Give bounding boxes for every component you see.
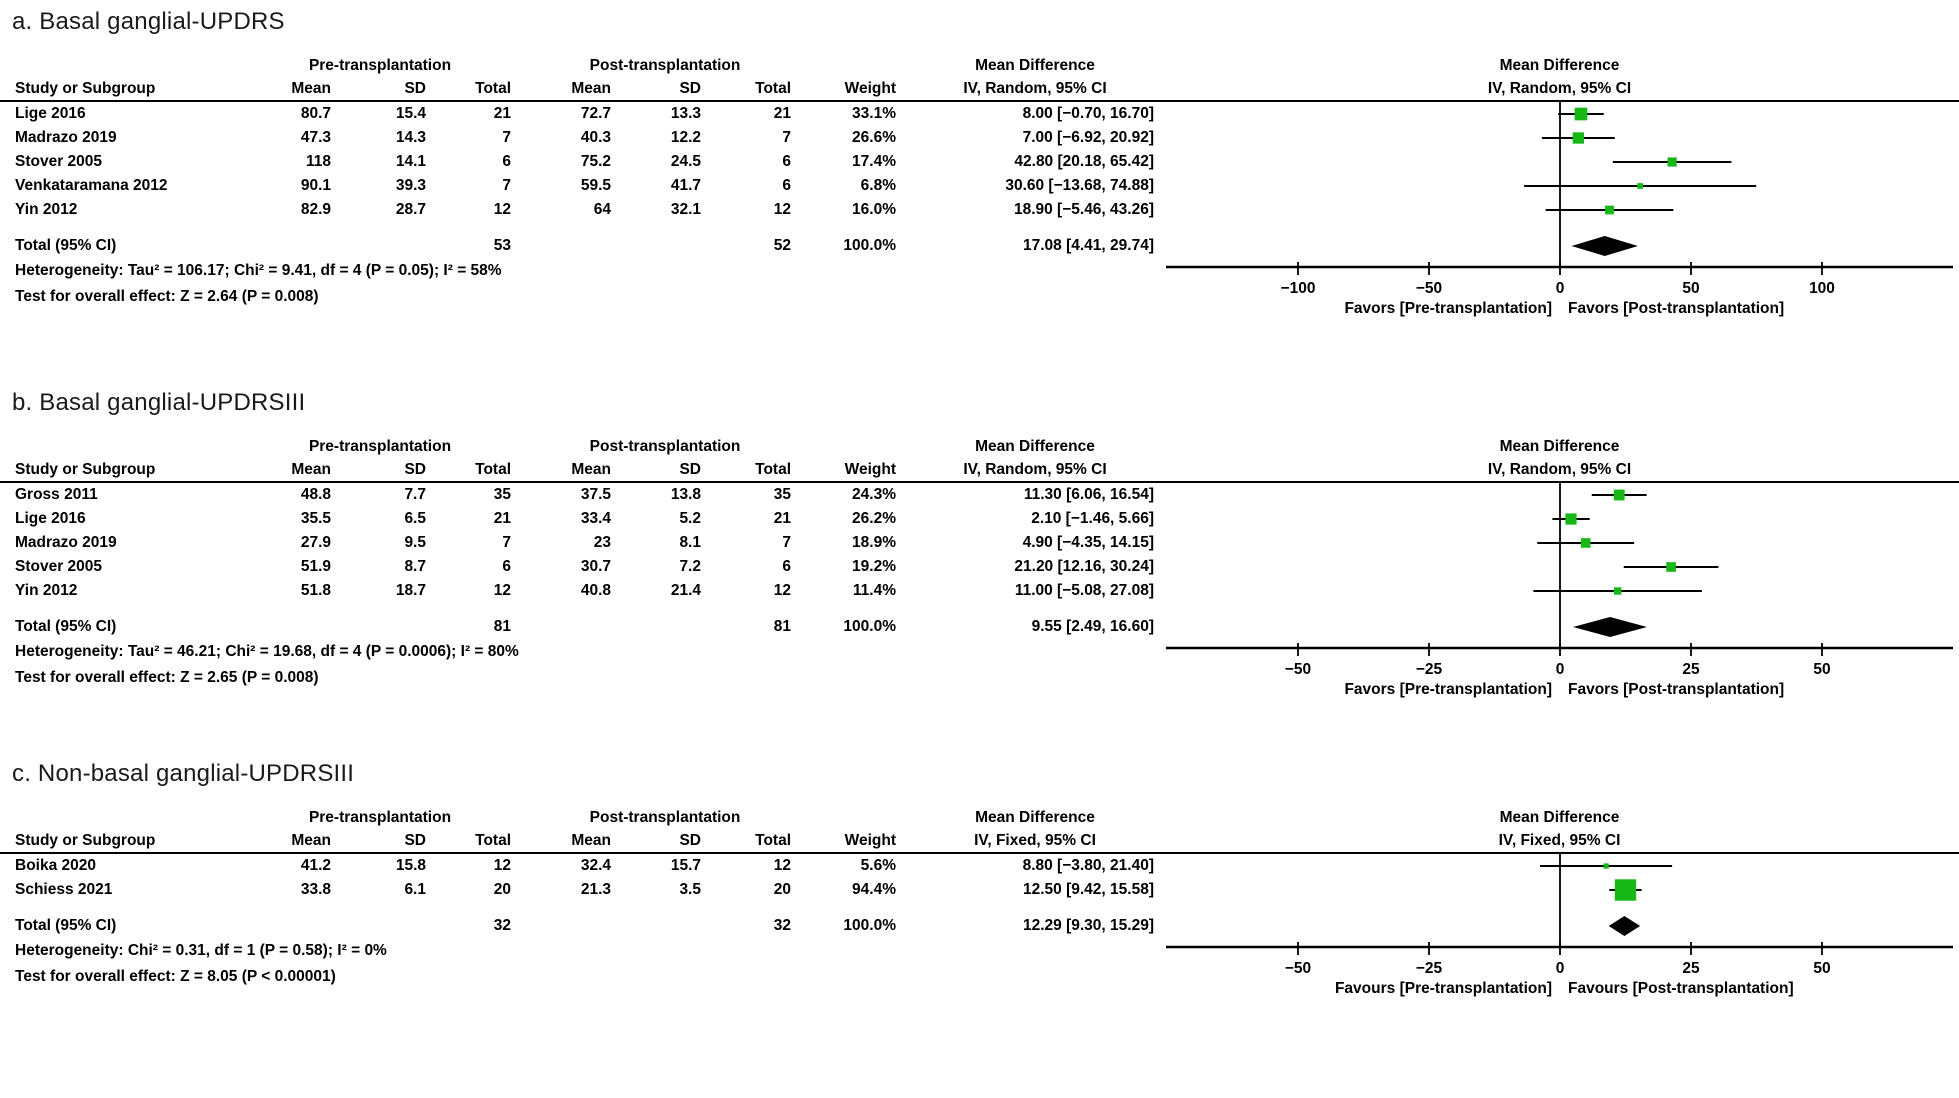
weight: 24.3%: [852, 486, 896, 503]
post-mean: 40.8: [580, 582, 611, 599]
heterogeneity-text: Heterogeneity: Tau² = 46.21; Chi² = 19.68, df = 4 (P = 0.0006); I² = 80%: [15, 643, 519, 660]
md-ci-text: 8.80 [−3.80, 21.40]: [1022, 857, 1154, 874]
overall-effect-text: Test for overall effect: Z = 2.65 (P = 0.008): [15, 669, 319, 686]
post-mean: 72.7: [580, 105, 611, 122]
panel-b: [0, 389, 1959, 698]
plot-effect-label: Mean Difference: [1499, 438, 1620, 455]
svg-text:0: 0: [1555, 960, 1565, 977]
pre-total: 21: [493, 105, 511, 122]
study-name: Stover 2005: [15, 153, 103, 170]
pre-total: 7: [502, 177, 511, 194]
total-pre-n: 53: [493, 237, 511, 254]
effect-column-header: Mean Difference: [975, 809, 1095, 826]
md-ci-text: 30.60 [−13.68, 74.88]: [1005, 177, 1154, 194]
pre-total: 12: [493, 201, 511, 218]
study-name: Stover 2005: [15, 558, 103, 575]
pre-total-column-header: Total: [475, 832, 511, 849]
plot-method-label: IV, Random, 95% CI: [1487, 461, 1632, 478]
svg-text:0: 0: [1555, 280, 1565, 297]
forest-plot-a: [1160, 102, 1959, 317]
pre-sd: 18.7: [395, 582, 426, 599]
total-pre-n: 32: [493, 917, 511, 934]
total-label: Total (95% CI): [15, 237, 117, 254]
svg-text:50: 50: [1813, 960, 1831, 977]
study-column-header: Study or Subgroup: [15, 461, 156, 478]
pre-mean: 35.5: [300, 510, 331, 527]
post-group-header: Post-transplantation: [589, 809, 741, 826]
total-label: Total (95% CI): [15, 917, 117, 934]
post-sd: 7.2: [679, 558, 701, 575]
post-mean: 21.3: [580, 881, 611, 898]
md-ci-text: 4.90 [−4.35, 14.15]: [1022, 534, 1154, 551]
pre-group-header: Pre-transplantation: [308, 57, 452, 74]
post-sd: 24.5: [670, 153, 701, 170]
pre-sd: 6.5: [404, 510, 426, 527]
md-ci-text: 7.00 [−6.92, 20.92]: [1022, 129, 1154, 146]
pre-sd-column-header: SD: [404, 832, 426, 849]
study-name: Venkataramana 2012: [15, 177, 168, 194]
post-mean-column-header: Mean: [571, 461, 611, 478]
post-mean: 32.4: [580, 857, 611, 874]
pre-mean: 47.3: [300, 129, 331, 146]
pre-mean: 51.8: [300, 582, 331, 599]
panel-c-title: c. Non-basal ganglial-UPDRSIII: [12, 760, 355, 787]
study-column-header: Study or Subgroup: [15, 80, 156, 97]
plot-method-label: IV, Fixed, 95% CI: [1498, 832, 1621, 849]
svg-text:25: 25: [1682, 661, 1700, 678]
pre-mean-column-header: Mean: [291, 461, 331, 478]
md-ci-text: 12.50 [9.42, 15.58]: [1023, 881, 1154, 898]
total-md-ci: 17.08 [4.41, 29.74]: [1023, 237, 1154, 254]
pre-sd-column-header: SD: [404, 461, 426, 478]
post-sd: 12.2: [670, 129, 701, 146]
total-weight: 100.0%: [843, 917, 896, 934]
pre-mean: 41.2: [300, 857, 331, 874]
post-total: 7: [782, 534, 791, 551]
post-sd-column-header: SD: [679, 832, 701, 849]
pre-sd: 14.1: [395, 153, 426, 170]
md-ci-text: 2.10 [−1.46, 5.66]: [1031, 510, 1154, 527]
panel-a: [0, 8, 1959, 317]
plot-effect-label: Mean Difference: [1499, 57, 1620, 74]
total-pre-n: 81: [493, 618, 511, 635]
post-total: 7: [782, 129, 791, 146]
pre-total: 6: [502, 558, 511, 575]
pre-group-header: Pre-transplantation: [308, 809, 452, 826]
study-column-header: Study or Subgroup: [15, 832, 156, 849]
weight: 6.8%: [860, 177, 896, 194]
post-mean-column-header: Mean: [571, 832, 611, 849]
pre-total: 7: [502, 129, 511, 146]
heterogeneity-text: Heterogeneity: Chi² = 0.31, df = 1 (P = 0.58); I² = 0%: [15, 942, 387, 959]
post-sd: 21.4: [670, 582, 701, 599]
svg-text:−25: −25: [1415, 960, 1443, 977]
pre-sd: 14.3: [395, 129, 426, 146]
spacer: [0, 603, 1160, 615]
post-total-column-header: Total: [755, 461, 791, 478]
plot-method-label: IV, Random, 95% CI: [1487, 80, 1632, 97]
pre-mean-column-header: Mean: [291, 80, 331, 97]
post-total-column-header: Total: [755, 832, 791, 849]
svg-text:Favours [Post-transplantation]: Favours [Post-transplantation]: [1568, 980, 1794, 997]
pre-total: 6: [502, 153, 511, 170]
total-md-ci: 9.55 [2.49, 16.60]: [1031, 618, 1154, 635]
panel-b-title: b. Basal ganglial-UPDRSIII: [12, 389, 306, 416]
weight-column-header: Weight: [844, 461, 896, 478]
panel-c-header: [0, 806, 1959, 852]
plot-header: [1160, 54, 1959, 100]
weight: 94.4%: [852, 881, 896, 898]
study-name: Boika 2020: [15, 857, 96, 874]
post-mean: 33.4: [580, 510, 611, 527]
weight: 26.6%: [852, 129, 896, 146]
panel-a-title: a. Basal ganglial-UPDRS: [12, 8, 285, 35]
pre-total: 21: [493, 510, 511, 527]
post-mean-column-header: Mean: [571, 80, 611, 97]
pre-mean: 33.8: [300, 881, 331, 898]
md-ci-text: 8.00 [−0.70, 16.70]: [1022, 105, 1154, 122]
svg-text:Favours [Pre-transplantation]: Favours [Pre-transplantation]: [1334, 980, 1552, 997]
svg-text:−25: −25: [1415, 661, 1443, 678]
post-total: 12: [773, 582, 791, 599]
post-sd: 32.1: [670, 201, 701, 218]
pre-total-column-header: Total: [475, 461, 511, 478]
total-post-n: 52: [773, 237, 791, 254]
effect-column-header: Mean Difference: [975, 57, 1095, 74]
post-mean: 37.5: [580, 486, 611, 503]
spacer: [0, 222, 1160, 234]
weight: 19.2%: [852, 558, 896, 575]
md-ci-text: 11.30 [6.06, 16.54]: [1023, 486, 1154, 503]
pre-mean: 82.9: [300, 201, 331, 218]
weight: 5.6%: [860, 857, 896, 874]
plot-effect-label: Mean Difference: [1499, 809, 1620, 826]
plot-header: [1160, 806, 1959, 852]
forest-plot-c: [1160, 854, 1959, 997]
svg-text:100: 100: [1809, 280, 1835, 297]
pre-total: 12: [493, 857, 511, 874]
post-sd: 5.2: [679, 510, 701, 527]
panel-c: [0, 760, 1959, 997]
forest-plot-b: [1160, 483, 1959, 698]
pre-total: 35: [493, 486, 511, 503]
post-sd: 13.8: [670, 486, 701, 503]
method-column-header: IV, Fixed, 95% CI: [974, 832, 1096, 849]
svg-text:Favors [Pre-transplantation]: Favors [Pre-transplantation]: [1344, 300, 1552, 317]
weight: 17.4%: [852, 153, 896, 170]
pre-sd: 8.7: [404, 558, 426, 575]
post-sd: 13.3: [670, 105, 701, 122]
post-sd-column-header: SD: [679, 461, 701, 478]
panel-b-header: [0, 435, 1959, 481]
post-total: 12: [773, 857, 791, 874]
svg-text:Favors [Post-transplantation]: Favors [Post-transplantation]: [1568, 681, 1785, 698]
pre-total: 7: [502, 534, 511, 551]
post-group-header: Post-transplantation: [589, 438, 741, 455]
pre-mean: 118: [305, 153, 331, 170]
pre-sd: 7.7: [404, 486, 426, 503]
post-sd: 15.7: [670, 857, 701, 874]
post-mean: 40.3: [580, 129, 611, 146]
post-total: 6: [782, 177, 791, 194]
total-label: Total (95% CI): [15, 618, 117, 635]
svg-text:Favors [Post-transplantation]: Favors [Post-transplantation]: [1568, 300, 1785, 317]
post-total: 35: [773, 486, 791, 503]
weight: 16.0%: [852, 201, 896, 218]
svg-text:50: 50: [1682, 280, 1700, 297]
post-total: 21: [773, 105, 791, 122]
svg-text:−50: −50: [1284, 960, 1312, 977]
md-ci-text: 21.20 [12.16, 30.24]: [1014, 558, 1154, 575]
weight-column-header: Weight: [844, 80, 896, 97]
post-total: 6: [782, 558, 791, 575]
md-ci-text: 42.80 [20.18, 65.42]: [1014, 153, 1154, 170]
post-sd: 3.5: [679, 881, 701, 898]
method-column-header: IV, Random, 95% CI: [963, 461, 1107, 478]
svg-text:−50: −50: [1284, 661, 1312, 678]
post-total: 12: [773, 201, 791, 218]
svg-text:−50: −50: [1415, 280, 1443, 297]
weight: 11.4%: [852, 582, 896, 599]
svg-text:50: 50: [1813, 661, 1831, 678]
pre-sd: 9.5: [404, 534, 426, 551]
weight: 33.1%: [852, 105, 896, 122]
pre-sd: 6.1: [404, 881, 426, 898]
post-total-column-header: Total: [755, 80, 791, 97]
effect-column-header: Mean Difference: [975, 438, 1095, 455]
pre-mean: 80.7: [300, 105, 331, 122]
pre-sd-column-header: SD: [404, 80, 426, 97]
pre-group-header: Pre-transplantation: [308, 438, 452, 455]
md-ci-text: 18.90 [−5.46, 43.26]: [1013, 201, 1154, 218]
post-mean: 30.7: [580, 558, 611, 575]
total-post-n: 81: [773, 618, 791, 635]
pre-mean: 51.9: [300, 558, 331, 575]
method-column-header: IV, Random, 95% CI: [963, 80, 1107, 97]
pre-sd: 15.8: [395, 857, 426, 874]
pre-total: 20: [493, 881, 511, 898]
study-name: Madrazo 2019: [15, 129, 117, 146]
study-name: Madrazo 2019: [15, 534, 117, 551]
post-total: 21: [773, 510, 791, 527]
post-mean: 75.2: [580, 153, 611, 170]
weight: 26.2%: [852, 510, 896, 527]
svg-text:Favors [Pre-transplantation]: Favors [Pre-transplantation]: [1344, 681, 1552, 698]
study-name: Gross 2011: [15, 486, 98, 503]
weight: 18.9%: [852, 534, 896, 551]
study-name: Lige 2016: [15, 510, 86, 527]
md-ci-text: 11.00 [−5.08, 27.08]: [1014, 582, 1154, 599]
post-total: 6: [782, 153, 791, 170]
heterogeneity-text: Heterogeneity: Tau² = 106.17; Chi² = 9.41, df = 4 (P = 0.05); I² = 58%: [15, 262, 502, 279]
study-name: Yin 2012: [15, 201, 78, 218]
pre-total-column-header: Total: [475, 80, 511, 97]
study-name: Lige 2016: [15, 105, 86, 122]
panel-a-header: [0, 54, 1959, 100]
total-post-n: 32: [773, 917, 791, 934]
pre-mean: 27.9: [300, 534, 331, 551]
svg-text:25: 25: [1682, 960, 1700, 977]
svg-text:−100: −100: [1280, 280, 1316, 297]
post-mean: 59.5: [580, 177, 611, 194]
pre-sd: 28.7: [395, 201, 426, 218]
total-weight: 100.0%: [843, 618, 896, 635]
svg-text:0: 0: [1555, 661, 1565, 678]
overall-effect-text: Test for overall effect: Z = 8.05 (P < 0.00001): [15, 968, 336, 985]
plot-header: [1160, 435, 1959, 481]
study-name: Yin 2012: [15, 582, 78, 599]
pre-mean-column-header: Mean: [291, 832, 331, 849]
post-sd: 41.7: [670, 177, 701, 194]
pre-mean: 90.1: [300, 177, 331, 194]
post-total: 20: [773, 881, 791, 898]
pre-sd: 39.3: [395, 177, 426, 194]
total-md-ci: 12.29 [9.30, 15.29]: [1023, 917, 1154, 934]
pre-mean: 48.8: [300, 486, 331, 503]
spacer: [0, 902, 1160, 914]
overall-effect-text: Test for overall effect: Z = 2.64 (P = 0.008): [15, 288, 319, 305]
total-weight: 100.0%: [843, 237, 896, 254]
post-sd-column-header: SD: [679, 80, 701, 97]
post-sd: 8.1: [679, 534, 701, 551]
post-group-header: Post-transplantation: [589, 57, 741, 74]
post-mean: 23: [593, 534, 611, 551]
pre-sd: 15.4: [395, 105, 426, 122]
study-name: Schiess 2021: [15, 881, 113, 898]
weight-column-header: Weight: [844, 832, 896, 849]
pre-total: 12: [493, 582, 511, 599]
post-mean: 64: [593, 201, 611, 218]
